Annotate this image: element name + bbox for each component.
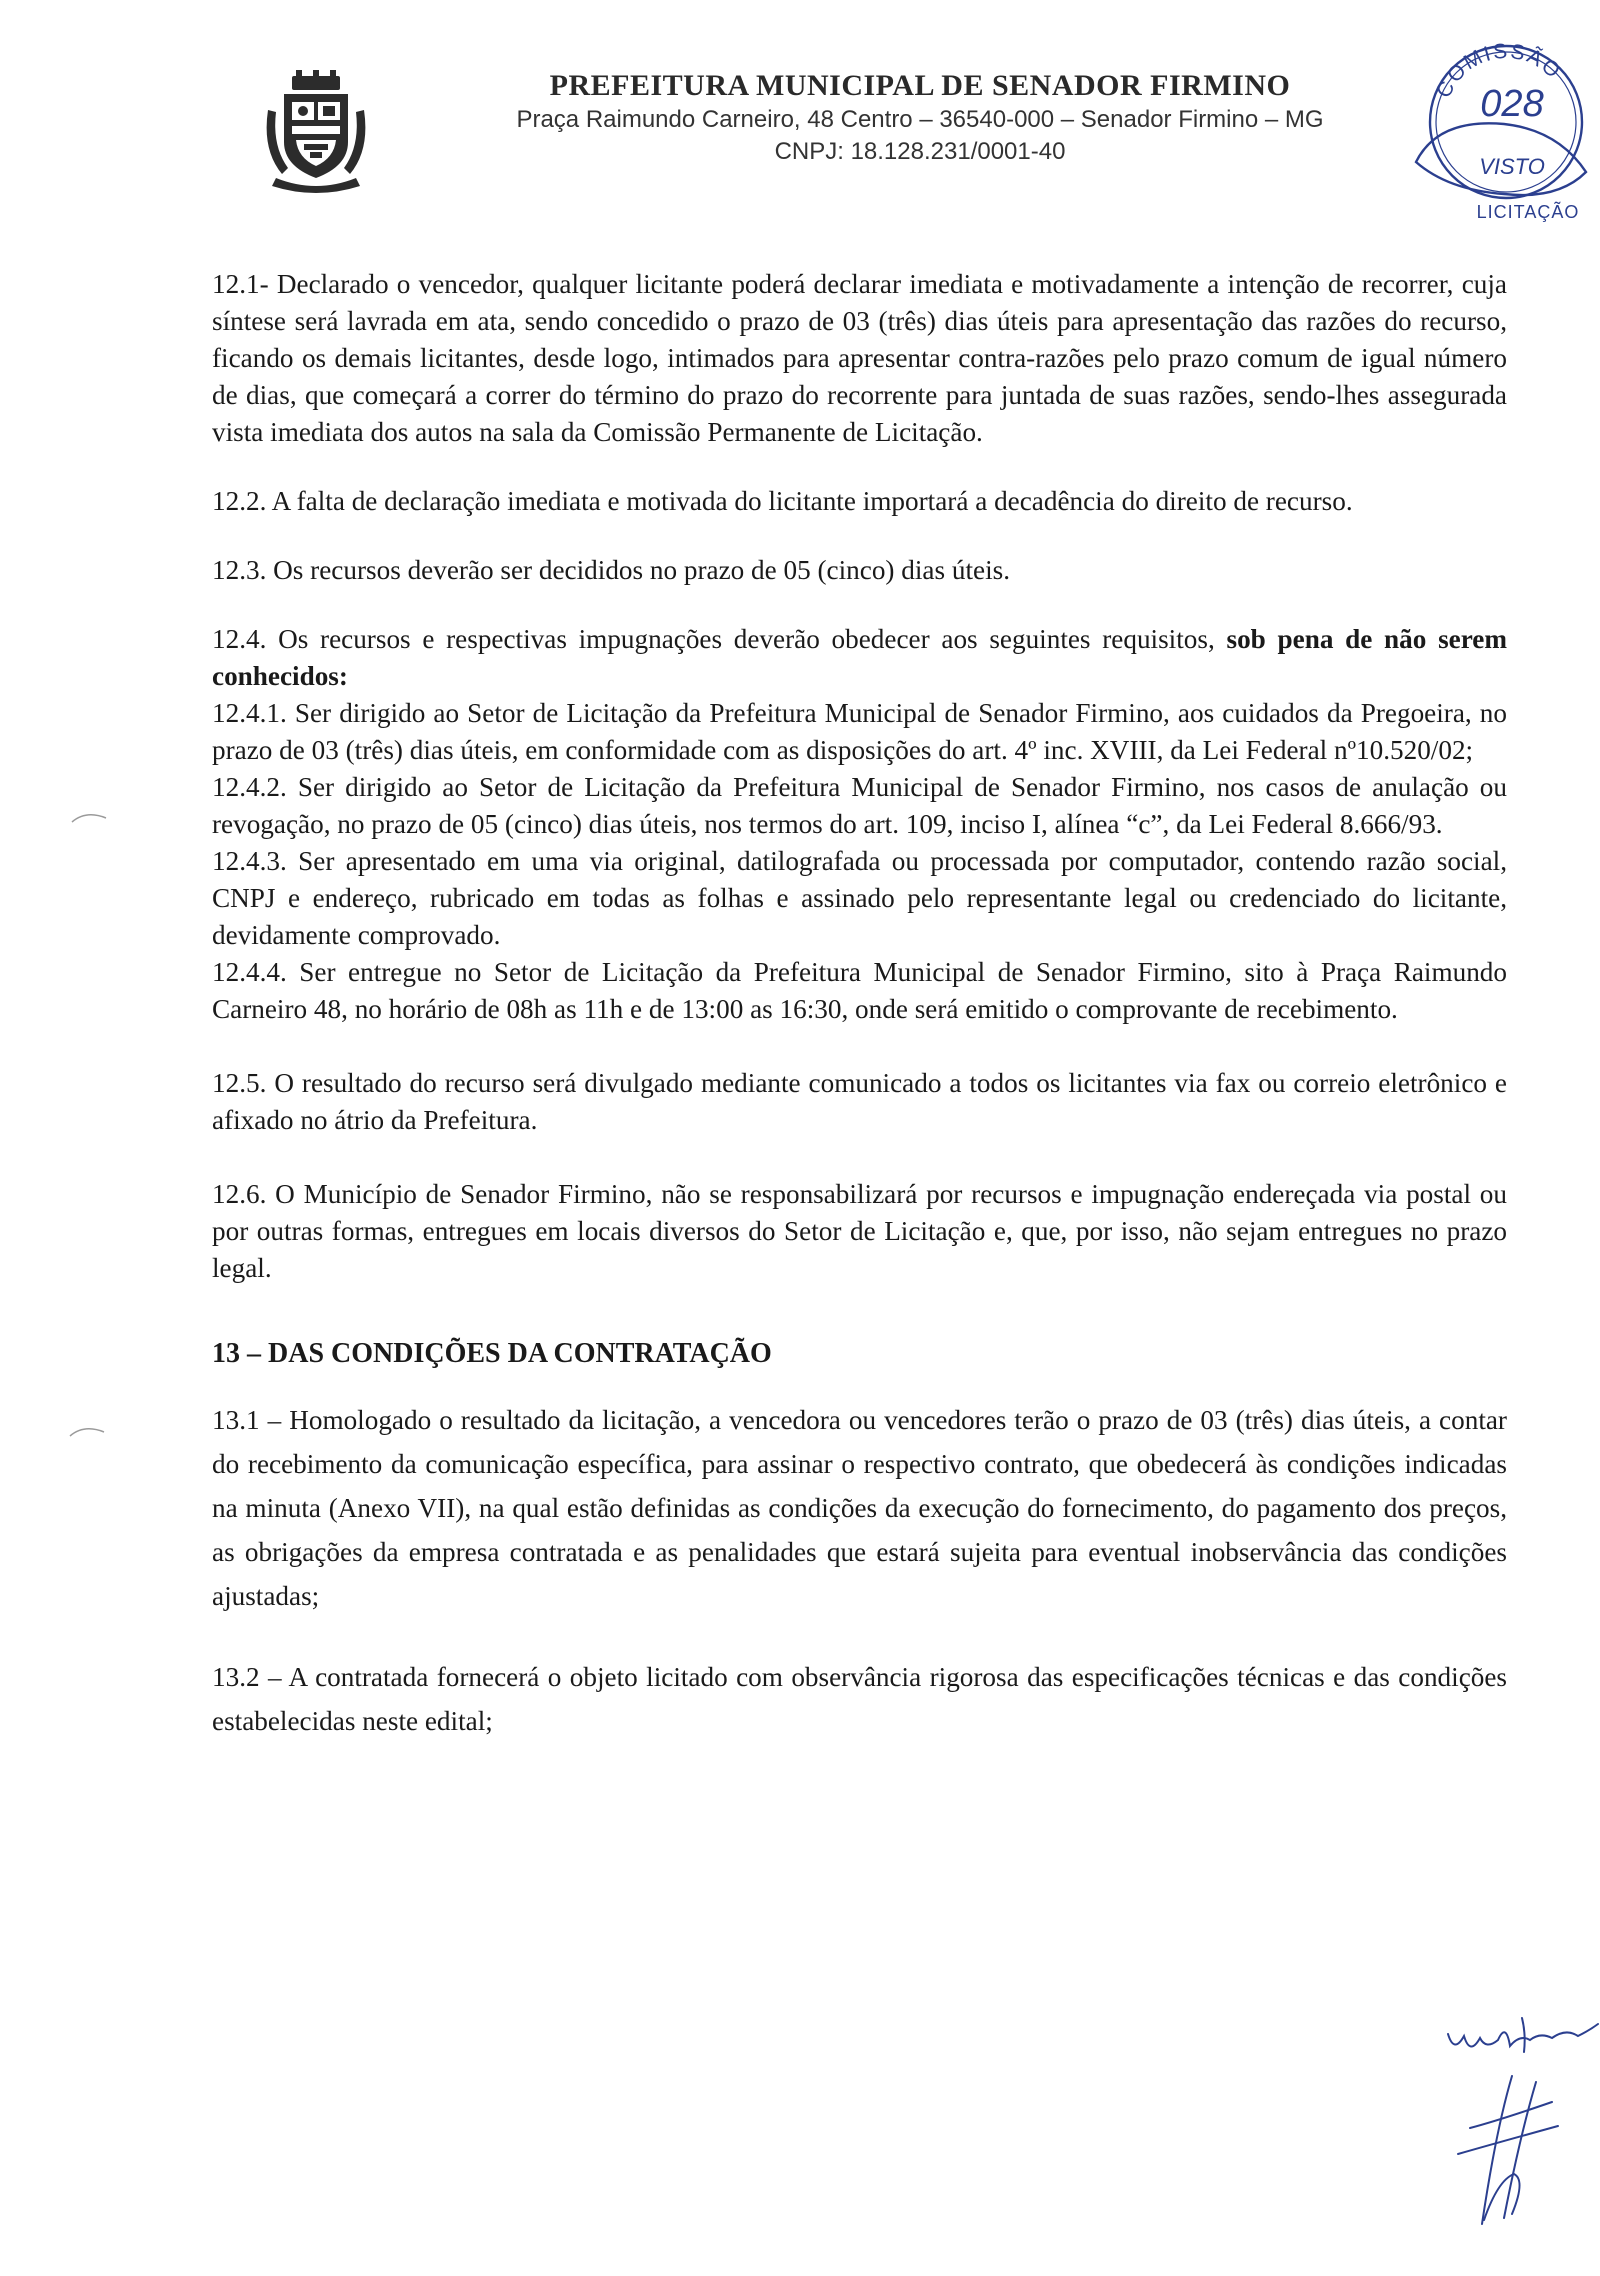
municipality-name: PREFEITURA MUNICIPAL DE SENADOR FIRMINO (549, 69, 1291, 102)
clause-12-4 (212, 621, 1507, 695)
clause-12-4-1: 12.4.1. Ser dirigido ao Setor de Licitação da Prefeitura Municipal de Senador Firmino, aos cuidados da Pregoeira, no prazo de 03 (três) dias úteis, em conformidade com as disposições do art. 4º inc. XVIII, da Lei Federal nº10.520/02; (212, 698, 1507, 765)
clause-13-1: 13.1 – Homologado o resultado da licitação, a vencedora ou vencedores terão o prazo de 03 (três) dias úteis, a contar do recebimento da comunicação específica, para assinar o respectivo contrato, que obedecerá às condições indicadas na minuta (Anexo VII), na qual estão definidas as condições da execução do fornecimento, do pagamento dos preços, as obrigações da empresa contratada e as penalidades que estará sujeita para eventual inobservância das condições ajustadas; (212, 1405, 1507, 1611)
clause-12-4-intro: 12.4. Os recursos e respectivas impugnações deverão obedecer aos seguintes requisitos, (212, 624, 1215, 654)
clause-12-3: 12.3. Os recursos deverão ser decididos no prazo de 05 (cinco) dias úteis. (212, 555, 1011, 585)
document-body (212, 266, 1507, 1743)
clause-12-4-3: 12.4.3. Ser apresentado em uma via original, datilografada ou processada por computador, contendo razão social, CNPJ e endereço, rubricado em todas as folhas e assinado pelo representante legal ou credenciado do licitante, devidamente comprovado. (212, 846, 1507, 950)
clause-12-4-2: 12.4.2. Ser dirigido ao Setor de Licitação da Prefeitura Municipal de Senador Firmino, nos casos de anulação ou revogação, no prazo de 05 (cinco) dias úteis, nos termos do art. 109, inciso I, alínea “c”, da Lei Federal 8.666/93. (212, 772, 1507, 839)
clause-12-4-4: 12.4.4. Ser entregue no Setor de Licitação da Prefeitura Municipal de Senador Firmino, sito à Praça Raimundo Carneiro 48, no horário de 08h as 11h e de 13:00 as 16:30, onde será emitido o comprovante de recebimento. (212, 957, 1507, 1024)
stamp-label: VISTO (1479, 154, 1545, 179)
clause-12-5: 12.5. O resultado do recurso será divulgado mediante comunicado a todos os licitantes via fax ou correio eletrônico e afixado no átrio da Prefeitura. (212, 1068, 1507, 1135)
clause-12-6: 12.6. O Município de Senador Firmino, não se responsabilizará por recursos e impugnação endereçada via postal ou por outras formas, entregues em locais diversos do Setor de Licitação e, que, por isso, não sejam entregues no prazo legal. (212, 1179, 1507, 1283)
stamp-bottom-text: LICITAÇÃO (1476, 202, 1580, 222)
municipality-address: Praça Raimundo Carneiro, 48 Centro – 36540-000 – Senador Firmino – MG (516, 106, 1324, 133)
margin-mark-icon (68, 1422, 108, 1442)
letterhead (0, 0, 1600, 222)
margin-mark-icon (70, 808, 110, 828)
letterhead-text (420, 68, 1420, 168)
section-13-heading: 13 – DAS CONDIÇÕES DA CONTRATAÇÃO (212, 1338, 772, 1369)
clause-12-4-emphasis: sob pena de não serem conhecidos: (212, 624, 1508, 691)
stamp-top-text: COMISSÃO (1432, 39, 1566, 102)
clause-12-1: 12.1- Declarado o vencedor, qualquer licitante poderá declarar imediata e motivadamente a intenção de recorrer, cuja síntese será lavrada em ata, sendo concedido o prazo de 03 (três) dias úteis para apresentação das razões do recurso, ficando os demais licitantes, desde logo, intimados para apresentar contra-razões pelo prazo comum de igual número de dias, que começará a correr do término do prazo do recorrente para juntada de suas razões, sendo-lhes assegurada vista imediata dos autos na sala da Comissão Permanente de Licitação. (212, 269, 1507, 447)
commission-stamp (1408, 22, 1598, 232)
clause-13-2: 13.2 – A contratada fornecerá o objeto licitado com observância rigorosa das especificações técnicas e das condições estabelecidas neste edital; (212, 1662, 1507, 1736)
municipality-cnpj: CNPJ: 18.128.231/0001-40 (774, 138, 1066, 165)
handwritten-initials-icon (1440, 2010, 1600, 2240)
municipal-coat-of-arms-icon (262, 70, 370, 195)
clause-12-2: 12.2. A falta de declaração imediata e motivada do licitante importará a decadência do direito de recurso. (212, 486, 1353, 516)
stamp-number: 028 (1480, 83, 1544, 125)
